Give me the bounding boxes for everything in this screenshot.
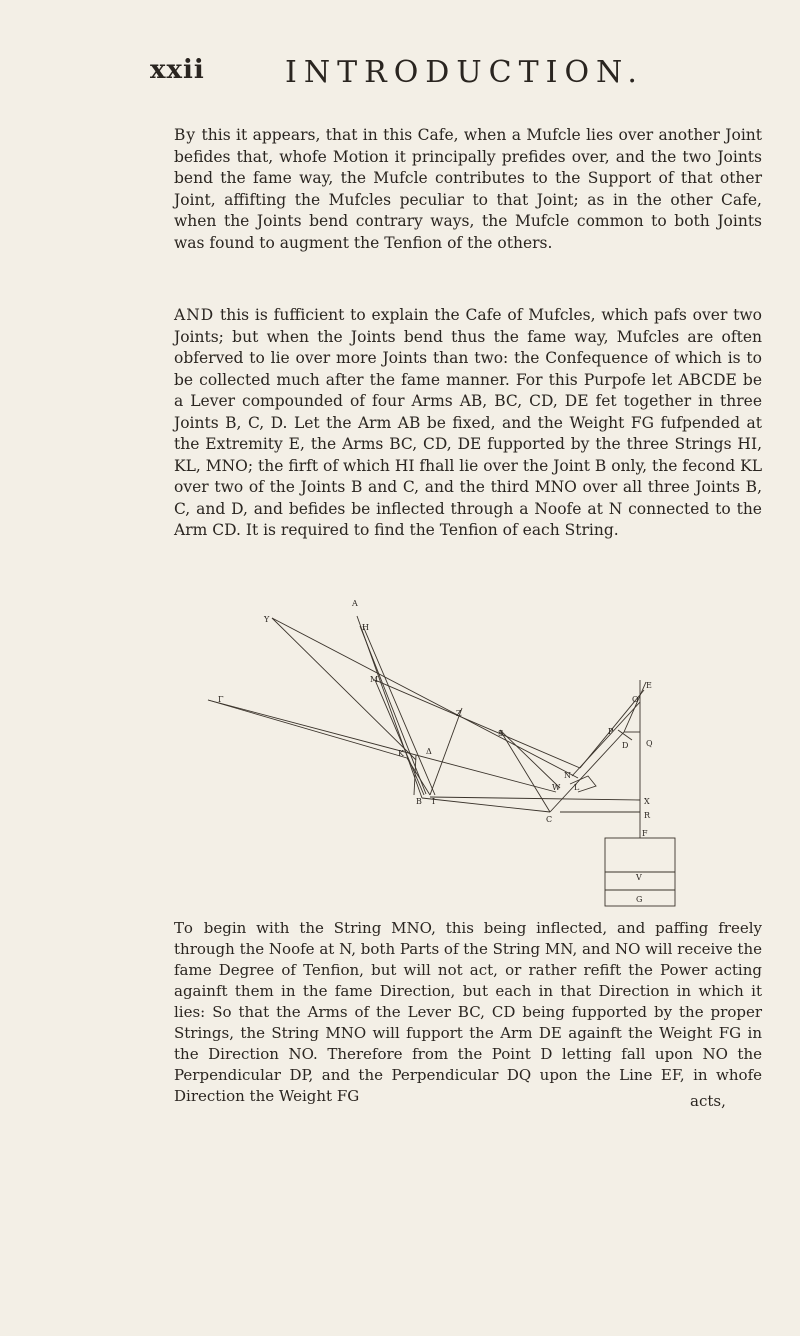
label-i: I xyxy=(432,797,436,806)
string-z xyxy=(430,708,462,795)
string-y-2 xyxy=(272,618,416,760)
label-w: W xyxy=(552,783,561,792)
string-hi xyxy=(360,626,426,794)
label-e: E xyxy=(646,681,652,690)
label-x: X xyxy=(644,797,650,806)
paragraph-1 xyxy=(174,125,762,254)
string-no-2 xyxy=(572,702,640,776)
label-g: G xyxy=(636,895,643,904)
arm-bc xyxy=(422,798,550,812)
label-s: S xyxy=(498,729,504,738)
label-d: D xyxy=(622,741,629,750)
label-l: L xyxy=(574,783,580,792)
label-delta: Δ xyxy=(426,747,432,756)
label-v: V xyxy=(636,873,642,882)
paragraph-3-lead: To xyxy=(174,919,194,937)
label-b: B xyxy=(416,797,422,806)
paragraph-2-text: this is fufficient to explain the Cafe of Mufcles, which pafs over two Joints; but when the Joints bend thus the fame way, Mufcles are often obferved to lie over more Joints than two: the Confequence of which is to be collected much after the fame manner. For this Purpofe let ABCDE be a Lever compounded of four Arms AB, BC, CD, DE fet together in three Joints B, C, D. Let the Arm AB be fixed, and the Weight FG fufpended at the Extremity E, the Arms BC, CD, DE fupported by the three Strings HI, KL, MNO; the firft of which HI fhall lie over the Joint B only, the fecond KL over two of the Joints B and C, and the third MNO over all three Joints B, C, and D, and befides be inflected through a Noofe at N connected to the Arm CD. It is required to find the Tenfion of each String. xyxy=(174,306,762,539)
label-c: C xyxy=(546,815,553,824)
label-h: H xyxy=(362,623,369,632)
label-z: Z xyxy=(456,709,462,718)
string-hi-2 xyxy=(363,626,435,795)
label-gamma: Γ xyxy=(218,695,224,704)
label-f: F xyxy=(642,829,648,838)
page-number: xxii xyxy=(150,55,205,85)
paragraph-3-text: begin with the String MNO, this being inflected, and paffing freely through the Noofe at N, both Parts of the String MN, and NO will receive the fame Degree of Tenfion, but will not act, or rather refift the Power acting againft them in the fame Direction, but each in that Direction in which it lies: So that the Arms of the Lever BC, CD being fupported by the proper Strings, the String MNO will fupport the Arm DE againft the Weight FG in the Direction NO. Therefore from the Point D letting fall upon NO the Perpendicular DP, and the Perpendicular DQ upon the Line EF, in whofe Direction the Weight FG xyxy=(174,919,762,1105)
string-gamma xyxy=(208,700,556,792)
label-q: Q xyxy=(646,739,653,748)
perpendicular-dp xyxy=(618,730,632,740)
label-n: N xyxy=(564,771,571,780)
string-y xyxy=(272,618,578,778)
paragraph-1-lead: By xyxy=(174,126,197,144)
paragraph-1-text: this it appears, that in this Cafe, when a Mufcle lies over another Joint befides that, whofe Motion it principally prefides over, and the two Joints bend the fame way, the Mufcle contributes to the Support of that other Joint, affifting the Mufcles peculiar to that Joint; as in the other Cafe, when the Joints bend contrary ways, the Mufcle common to both Joints was found to augment the Tenfion of the others. xyxy=(174,126,762,252)
label-p: P xyxy=(608,727,614,736)
label-y: Y xyxy=(264,615,270,624)
string-gamma-2 xyxy=(208,700,407,758)
label-k: K xyxy=(398,749,404,758)
catchword: acts, xyxy=(690,1092,726,1110)
label-r: R xyxy=(644,811,651,820)
label-o: O xyxy=(632,695,639,704)
paragraph-3 xyxy=(174,918,762,1107)
string-m-b xyxy=(375,680,424,795)
label-m: M xyxy=(370,675,379,684)
page-header xyxy=(150,55,670,95)
lever-diagram xyxy=(200,590,700,920)
label-a: A xyxy=(352,599,358,608)
lever-diagram-svg xyxy=(200,590,700,920)
running-title: INTRODUCTION. xyxy=(285,55,644,90)
paragraph-2-lead: AND xyxy=(174,306,215,324)
paragraph-2 xyxy=(174,305,762,542)
string-mn xyxy=(375,680,580,768)
line-x xyxy=(430,797,640,800)
